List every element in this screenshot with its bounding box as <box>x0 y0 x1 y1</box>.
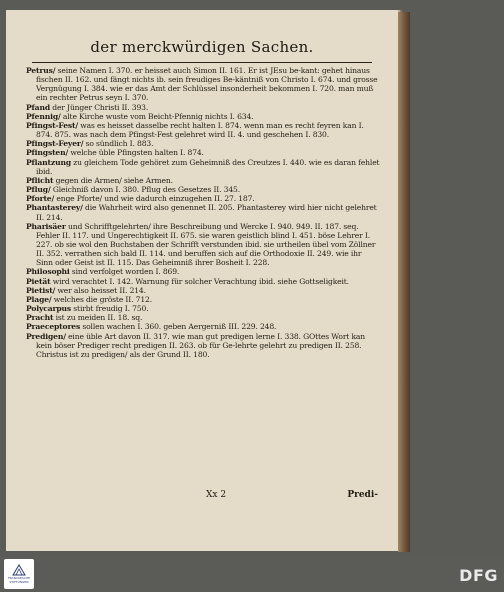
entry-text: alte Kirche wuste vom Beicht-Pfennig nichts I. 634. <box>60 111 254 121</box>
entry-headword: Praeceptores <box>26 322 81 332</box>
entry-text: so sündlich I. 883. <box>83 139 154 149</box>
entry-headword: Phantasterey/ <box>26 203 83 213</box>
library-logo-text: FRANCKESCHE STIFTUNGEN <box>7 575 31 584</box>
entry-text: und Schrifftgelehrten/ ihre Beschreibung und Wercke I. 940. 949. II. 187. seq. Fehler II. 117. und Ungerechtigkeit II. 675. sie waren geistlich blind I. 451. böse Lehrer I. 227. ob sie wol den Buchstaben der Schrifft verstunden ibid. sie urtheilen übel vom Zöllner II. 352. verrathen sich bald II. 114. und beruffen sich auf die Orthodoxie II. 249. wie ihr Sinn oder Geist ist II. 115. Das Geheimniß ihrer Bosheit I. 228. <box>36 221 376 268</box>
page-header-title: der merckwürdigen Sachen. <box>90 38 314 56</box>
entry-headword: Pfand <box>26 102 50 112</box>
entry-text: zu gleichem Tode gehöret zum Geheimniß des Creutzes I. 440. wie es daran fehlet ibid. <box>36 157 380 176</box>
viewer-bottom-bar <box>0 556 504 592</box>
entry-text: sollen wachen I. 360. geben Aergerniß III. 229. 248. <box>80 322 277 332</box>
entry-headword: Pfingst-Fest/ <box>26 120 79 130</box>
index-entry <box>26 103 380 112</box>
page-footer <box>6 490 398 504</box>
index-entry <box>26 176 380 185</box>
entry-text: eine üble Art davon II. 317. wie man gut predigen lerne I. 338. GOttes Wort kan kein böser Prediger recht predigen II. 263. ob für Ge-lehrte gelehrt zu predigen II. 258. Christus ist zu predigen/ als der Grund II. 180. <box>36 331 366 359</box>
book-page <box>6 10 398 551</box>
entry-headword: Pforte/ <box>26 194 55 204</box>
crest-icon <box>12 564 26 576</box>
entry-headword: Petrus/ <box>26 66 56 75</box>
index-entry <box>26 313 380 322</box>
index-entry <box>26 322 380 331</box>
index-entry <box>26 121 380 139</box>
index-entry <box>26 112 380 121</box>
entry-text: sind verfolget worden I. 869. <box>69 267 180 277</box>
catchword: Predi- <box>347 490 378 500</box>
entry-headword: Pracht <box>26 313 54 323</box>
index-entry <box>26 139 380 148</box>
index-entry <box>26 66 380 103</box>
index-entry <box>26 194 380 203</box>
index-entry <box>26 277 380 286</box>
dfg-logo[interactable]: DFG <box>459 566 498 585</box>
entry-headword: Pietät <box>26 276 51 286</box>
page-edge-shadow <box>398 12 410 552</box>
index-entry <box>26 286 380 295</box>
index-entry <box>26 295 380 304</box>
entry-text: stirbt freudig I. 750. <box>71 304 149 314</box>
entry-headword: Pflug/ <box>26 185 51 195</box>
index-entry <box>26 304 380 313</box>
entry-text: was es heisset dasselbe recht halten I. 874. wenn man es recht feyren kan I. 874. 875. was nach dem Pfingst-Fest gelehret wird II. 4. und geschehen I. 830. <box>36 120 364 140</box>
entry-text: welches die gröste II. 712. <box>51 294 152 304</box>
franckesche-stiftungen-logo[interactable] <box>4 559 34 589</box>
index-entry <box>26 222 380 268</box>
entry-text: wird verachtet I. 142. Warnung für solcher Verachtung ibid. siehe Gottseligkeit. <box>50 276 349 286</box>
index-entry <box>26 203 380 221</box>
entry-headword: Pflicht <box>26 175 54 185</box>
entry-text: ist zu meiden II. 18. sq. <box>53 313 143 323</box>
entry-headword: Plage/ <box>26 294 52 304</box>
entry-text: der Jünger Christi II. 393. <box>49 102 149 112</box>
entry-text: die Wahrheit wird also genennet II. 205. Phantasterey wird hier nicht gelehret II. 214. <box>36 203 377 222</box>
entry-headword: Pfingst-Feyer/ <box>26 139 84 149</box>
entry-headword: Pflantzung <box>26 157 71 167</box>
entry-text: welche üble Pfingsten halten I. 874. <box>68 148 204 158</box>
entry-text: gegen die Armen/ siehe Armen. <box>53 175 173 185</box>
entry-text: enge Pforte/ und wie dadurch einzugehen II. 27. 187. <box>54 194 255 204</box>
entry-headword: Pharisäer <box>26 221 66 231</box>
entry-headword: Pfennig/ <box>26 111 61 121</box>
index-entries <box>26 66 380 359</box>
entry-text: Gleichniß davon I. 380. Pflug des Gesetzes II. 345. <box>50 185 240 195</box>
index-entry <box>26 148 380 157</box>
index-entry <box>26 332 380 359</box>
index-entry <box>26 267 380 276</box>
signature-mark: Xx 2 <box>206 490 227 500</box>
header-divider <box>32 62 372 63</box>
entry-headword: Pfingsten/ <box>26 148 69 158</box>
entry-text: wer also heisset II. 214. <box>55 285 146 295</box>
entry-headword: Philosophi <box>26 267 70 277</box>
entry-text: seine Namen I. 370. er heisset auch Simon II. 161. Er ist JEsu be-kant: gehet hinaus fischen II. 162. und fängt nichts ib. sein freudiges Be-käntniß von Christo I. 674. und grosse Vergnügung I. 384. wie er das Amt der Schlüssel insonderheit bekommen I. 720. man muß ein rechter Petrus seyn I. 370. <box>36 66 378 103</box>
index-entry <box>26 158 380 176</box>
index-entry <box>26 185 380 194</box>
entry-headword: Predigen/ <box>26 331 66 341</box>
entry-headword: Polycarpus <box>26 304 72 314</box>
entry-headword: Pietist/ <box>26 285 56 295</box>
